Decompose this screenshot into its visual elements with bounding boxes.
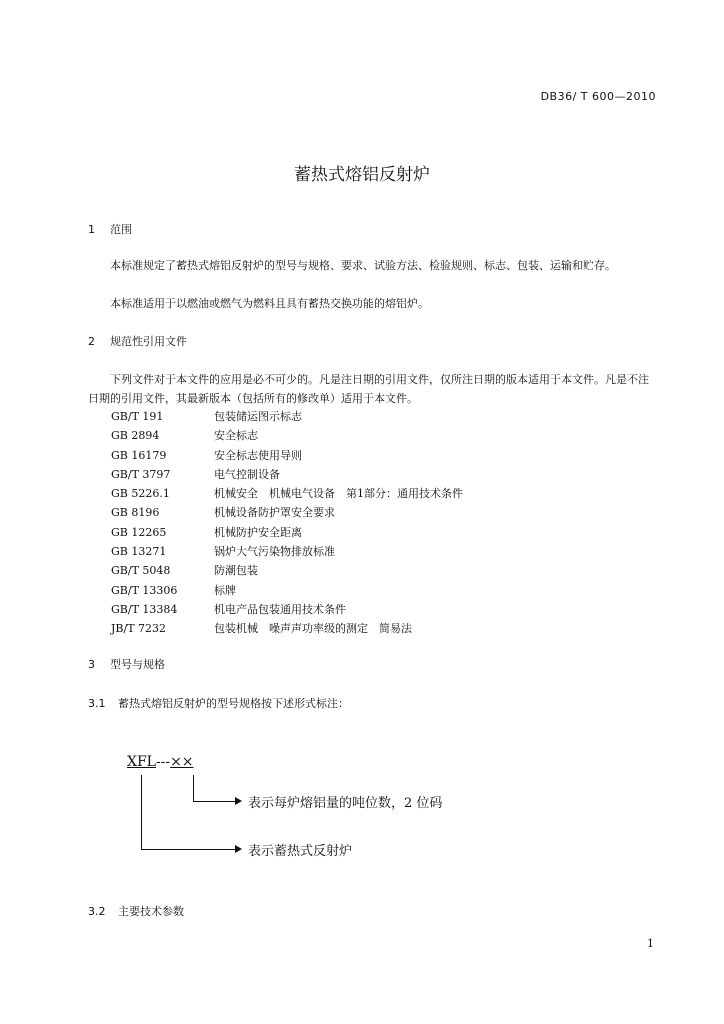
tonnage-label: 表示每炉熔铝量的吨位数，2 位码 <box>248 796 443 811</box>
arrow-icon <box>235 845 242 853</box>
type-label: 表示蓄热式反射炉 <box>248 844 353 859</box>
reference-item <box>111 600 463 619</box>
section-1-para-2 <box>88 294 658 313</box>
reference-item <box>111 426 463 445</box>
ref-code: GB/T 191 <box>111 410 164 423</box>
ref-title: 锅炉大气污染物排放标准 <box>214 545 335 559</box>
section-1-para-1 <box>88 256 658 275</box>
reference-item <box>111 484 463 503</box>
ref-title: 标牌 <box>214 583 236 597</box>
ref-code: GB 12265 <box>111 525 167 539</box>
paragraph-text: 本标准规定了蓄热式熔铝反射炉的型号与规格、要求、试验方法、检验规则、标志、包装、运输和贮存。 <box>110 259 616 272</box>
connector-line <box>193 775 194 802</box>
reference-item <box>111 503 463 522</box>
subsection-number: 3.1 <box>88 697 106 710</box>
ref-code: GB/T 3797 <box>111 467 171 481</box>
paragraph-text: 本标准适用于以燃油或燃气为燃料且具有蓄热交换功能的熔铝炉。 <box>110 297 429 310</box>
ref-title: 安全标志 <box>214 429 258 443</box>
ref-code: JB/T 7232 <box>111 622 167 636</box>
ref-title: 机电产品包装通用技术条件 <box>214 602 346 616</box>
ref-title: 防潮包装 <box>214 564 258 578</box>
section-3-1 <box>88 695 349 711</box>
section-3-heading <box>88 656 165 672</box>
ref-code: GB 2894 <box>111 429 160 443</box>
section-title: 规范性引用文件 <box>110 335 187 348</box>
reference-item <box>111 542 463 561</box>
ref-code: GB/T 5048 <box>111 564 171 578</box>
reference-item <box>111 619 463 638</box>
page-title: 蓄热式熔铝反射炉 <box>294 165 430 185</box>
section-2-heading <box>88 333 187 349</box>
connector-line <box>193 801 235 802</box>
section-title: 型号与规格 <box>110 658 165 671</box>
connector-line <box>141 775 142 850</box>
subsection-number: 3.2 <box>88 905 106 918</box>
document-number: DB36/ T 600—2010 <box>540 90 656 103</box>
section-number: 1 <box>88 223 95 236</box>
ref-code: GB 5226.1 <box>111 487 170 501</box>
reference-item <box>111 523 463 542</box>
reference-item <box>111 561 463 580</box>
page-number: 1 <box>647 937 654 950</box>
subsection-text: 主要技术参数 <box>118 905 184 918</box>
ref-title: 机械安全 机械电气设备 第1部分：通用技术条件 <box>214 487 463 501</box>
section-3-2 <box>88 903 184 919</box>
ref-code: GB 13271 <box>111 545 167 559</box>
connector-line <box>141 849 235 850</box>
reference-list <box>111 407 463 639</box>
ref-code: GB/T 13306 <box>111 583 178 597</box>
reference-item <box>111 581 463 600</box>
model-prefix: XFL <box>127 754 156 770</box>
section-2-intro <box>88 370 658 408</box>
section-number: 2 <box>88 335 95 348</box>
model-dashes: --- <box>155 755 171 770</box>
paragraph-text: 下列文件对于本文件的应用是必不可少的。凡是注日期的引用文件，仅所注日期的版本适用于本文件。凡是不注日期的引用文件，其最新版本（包括所有的修改单）适用于本文件。 <box>88 373 649 405</box>
reference-item <box>111 465 463 484</box>
section-title: 范围 <box>110 223 132 236</box>
ref-code: GB 8196 <box>111 506 160 520</box>
arrow-icon <box>235 797 242 805</box>
ref-code: GB/T 13384 <box>111 602 178 616</box>
subsection-text: 蓄热式熔铝反射炉的型号规格按下述形式标注： <box>118 697 349 710</box>
ref-title: 机械设备防护罩安全要求 <box>214 506 335 520</box>
ref-title: 包装储运图示标志 <box>214 410 302 423</box>
ref-title: 电气控制设备 <box>214 467 280 481</box>
model-designation <box>127 754 194 770</box>
reference-item <box>111 407 463 426</box>
model-suffix: ×× <box>170 754 194 770</box>
reference-item <box>111 446 463 465</box>
section-1-heading <box>88 221 132 237</box>
section-number: 3 <box>88 658 95 671</box>
ref-code: GB 16179 <box>111 448 167 462</box>
ref-title: 包装机械 噪声声功率级的测定 简易法 <box>214 622 412 636</box>
ref-title: 机械防护安全距离 <box>214 525 302 539</box>
ref-title: 安全标志使用导则 <box>214 448 302 462</box>
